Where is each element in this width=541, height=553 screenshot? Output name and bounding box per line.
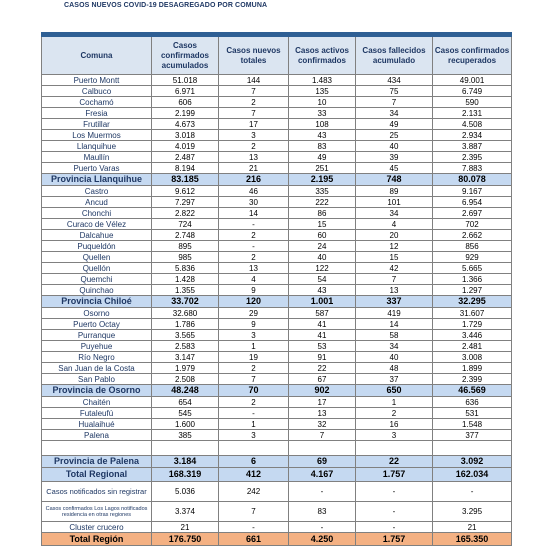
value-cell: 929	[433, 252, 512, 263]
table-row	[42, 352, 512, 363]
comuna-cell: Casos confirmados Los Lagos notificados residencia en otras regiones	[42, 502, 152, 522]
value-cell: -	[219, 241, 289, 252]
value-cell: 636	[433, 397, 512, 408]
value-cell: 1.355	[152, 285, 219, 296]
value-cell: 21	[219, 163, 289, 174]
value-cell: 7	[219, 374, 289, 385]
value-cell: 1.757	[356, 468, 433, 482]
value-cell: 162.034	[433, 468, 512, 482]
value-cell: 6.749	[433, 86, 512, 97]
value-cell: 434	[356, 75, 433, 86]
value-cell: 54	[289, 274, 356, 285]
value-cell: 606	[152, 97, 219, 108]
value-cell: 14	[356, 319, 433, 330]
table-row	[42, 430, 512, 441]
comuna-cell: Puqueldón	[42, 241, 152, 252]
value-cell: 75	[356, 86, 433, 97]
empty-cell	[42, 441, 152, 456]
value-cell: 32	[289, 419, 356, 430]
value-cell: 40	[356, 352, 433, 363]
value-cell: 377	[433, 430, 512, 441]
comuna-cell: Quellón	[42, 263, 152, 274]
value-cell: 40	[356, 141, 433, 152]
comuna-cell: San Juan de la Costa	[42, 363, 152, 374]
comuna-cell: Fresia	[42, 108, 152, 119]
table-row	[42, 141, 512, 152]
value-cell: 222	[289, 197, 356, 208]
value-cell: -	[289, 482, 356, 502]
value-cell: 34	[356, 208, 433, 219]
value-cell: 122	[289, 263, 356, 274]
value-cell: 37	[356, 374, 433, 385]
value-cell: 4.673	[152, 119, 219, 130]
value-cell: 1.600	[152, 419, 219, 430]
province-total-row	[42, 174, 512, 186]
table-row	[42, 419, 512, 430]
value-cell: 1	[219, 341, 289, 352]
value-cell: 70	[219, 385, 289, 397]
value-cell: 5.836	[152, 263, 219, 274]
value-cell: 216	[219, 174, 289, 186]
value-cell: 3.446	[433, 330, 512, 341]
value-cell: 702	[433, 219, 512, 230]
value-cell: 2.662	[433, 230, 512, 241]
value-cell: 2.131	[433, 108, 512, 119]
value-cell: 1.979	[152, 363, 219, 374]
value-cell: 49.001	[433, 75, 512, 86]
value-cell: 1.297	[433, 285, 512, 296]
value-cell: 24	[289, 241, 356, 252]
value-cell: -	[219, 408, 289, 419]
value-cell: 21	[433, 522, 512, 533]
value-cell: 3.092	[433, 456, 512, 468]
comuna-cell: Provincia Chiloé	[42, 296, 152, 308]
table-row	[42, 341, 512, 352]
value-cell: 42	[356, 263, 433, 274]
page-title: CASOS NUEVOS COVID-19 DESAGREGADO POR COMUNA	[64, 2, 268, 9]
value-cell: 531	[433, 408, 512, 419]
value-cell: 3.565	[152, 330, 219, 341]
value-cell: 337	[356, 296, 433, 308]
empty-cell	[356, 441, 433, 456]
value-cell: 2.822	[152, 208, 219, 219]
table-row	[42, 197, 512, 208]
value-cell: 67	[289, 374, 356, 385]
table-row	[42, 241, 512, 252]
province-total-row	[42, 385, 512, 397]
value-cell: 34	[356, 108, 433, 119]
value-cell: 2.583	[152, 341, 219, 352]
comuna-cell: Osorno	[42, 308, 152, 319]
value-cell: 2	[356, 408, 433, 419]
value-cell: 21	[152, 522, 219, 533]
comuna-cell: Calbuco	[42, 86, 152, 97]
comuna-cell: Provincia Llanquihue	[42, 174, 152, 186]
value-cell: 9.612	[152, 186, 219, 197]
value-cell: 168.319	[152, 468, 219, 482]
comuna-cell: Puerto Varas	[42, 163, 152, 174]
value-cell: 4	[356, 219, 433, 230]
comuna-cell: Puerto Octay	[42, 319, 152, 330]
value-cell: 1	[356, 397, 433, 408]
value-cell: 1.001	[289, 296, 356, 308]
table-body	[42, 33, 512, 546]
value-cell: 83.185	[152, 174, 219, 186]
value-cell: 1.899	[433, 363, 512, 374]
empty-cell	[219, 441, 289, 456]
comuna-cell: Maullín	[42, 152, 152, 163]
value-cell: 2.487	[152, 152, 219, 163]
value-cell: 2.481	[433, 341, 512, 352]
value-cell: 3.018	[152, 130, 219, 141]
comuna-cell: Futaleufú	[42, 408, 152, 419]
value-cell: -	[356, 502, 433, 522]
value-cell: 2.697	[433, 208, 512, 219]
table-row	[42, 208, 512, 219]
value-cell: 654	[152, 397, 219, 408]
value-cell: 41	[289, 319, 356, 330]
table-row	[42, 308, 512, 319]
covid-table	[41, 32, 512, 546]
header-row	[42, 37, 512, 75]
value-cell: 8.194	[152, 163, 219, 174]
value-cell: 101	[356, 197, 433, 208]
value-cell: 32.295	[433, 296, 512, 308]
value-cell: 86	[289, 208, 356, 219]
value-cell: 1.366	[433, 274, 512, 285]
value-cell: 748	[356, 174, 433, 186]
note-row	[42, 502, 512, 522]
value-cell: 45	[356, 163, 433, 174]
comuna-cell: Total Región	[42, 533, 152, 546]
value-cell: 2	[219, 252, 289, 263]
table-row	[42, 75, 512, 86]
value-cell: 43	[289, 285, 356, 296]
comuna-cell: Chaitén	[42, 397, 152, 408]
value-cell: 3.374	[152, 502, 219, 522]
value-cell: 5.036	[152, 482, 219, 502]
value-cell: 83	[289, 141, 356, 152]
value-cell: 19	[219, 352, 289, 363]
value-cell: 4	[219, 274, 289, 285]
value-cell: 58	[356, 330, 433, 341]
value-cell: 144	[219, 75, 289, 86]
table-row	[42, 230, 512, 241]
value-cell: 16	[356, 419, 433, 430]
value-cell: 545	[152, 408, 219, 419]
value-cell: 242	[219, 482, 289, 502]
comuna-cell: Castro	[42, 186, 152, 197]
value-cell: 1.786	[152, 319, 219, 330]
comuna-cell: Dalcahue	[42, 230, 152, 241]
value-cell: 2.199	[152, 108, 219, 119]
value-cell: 3	[356, 430, 433, 441]
value-cell: 3.184	[152, 456, 219, 468]
comuna-cell: Provincia de Palena	[42, 456, 152, 468]
value-cell: 17	[289, 397, 356, 408]
value-cell: -	[219, 219, 289, 230]
value-cell: 31.607	[433, 308, 512, 319]
value-cell: 419	[356, 308, 433, 319]
value-cell: -	[433, 482, 512, 502]
value-cell: 7	[219, 502, 289, 522]
value-cell: 1.729	[433, 319, 512, 330]
table-row	[42, 219, 512, 230]
table-row	[42, 374, 512, 385]
table-row	[42, 252, 512, 263]
value-cell: 10	[289, 97, 356, 108]
value-cell: 385	[152, 430, 219, 441]
value-cell: 60	[289, 230, 356, 241]
comuna-cell: Curaco de Vélez	[42, 219, 152, 230]
value-cell: 661	[219, 533, 289, 546]
value-cell: 335	[289, 186, 356, 197]
value-cell: 14	[219, 208, 289, 219]
value-cell: 7	[219, 86, 289, 97]
value-cell: 6	[219, 456, 289, 468]
table-row	[42, 186, 512, 197]
value-cell: 89	[356, 186, 433, 197]
comuna-cell: Palena	[42, 430, 152, 441]
comuna-cell: Quemchi	[42, 274, 152, 285]
value-cell: 2.508	[152, 374, 219, 385]
comuna-cell: Los Muermos	[42, 130, 152, 141]
value-cell: 412	[219, 468, 289, 482]
table-row	[42, 152, 512, 163]
value-cell: 2	[219, 363, 289, 374]
value-cell: 587	[289, 308, 356, 319]
value-cell: 22	[289, 363, 356, 374]
col-header-recuperados: Casos confirmados recuperados	[433, 37, 512, 75]
value-cell: 6.971	[152, 86, 219, 97]
value-cell: 3	[219, 430, 289, 441]
value-cell: 46	[219, 186, 289, 197]
value-cell: 7.297	[152, 197, 219, 208]
value-cell: 2	[219, 141, 289, 152]
value-cell: 3.008	[433, 352, 512, 363]
value-cell: 46.569	[433, 385, 512, 397]
value-cell: 13	[356, 285, 433, 296]
comuna-cell: Purranque	[42, 330, 152, 341]
value-cell: 80.078	[433, 174, 512, 186]
value-cell: 41	[289, 330, 356, 341]
table-row	[42, 130, 512, 141]
comuna-cell: Llanquihue	[42, 141, 152, 152]
value-cell: -	[356, 522, 433, 533]
value-cell: 51.018	[152, 75, 219, 86]
value-cell: 29	[219, 308, 289, 319]
value-cell: 43	[289, 130, 356, 141]
province-total-row	[42, 456, 512, 468]
value-cell: 2.395	[433, 152, 512, 163]
value-cell: 25	[356, 130, 433, 141]
value-cell: 2.934	[433, 130, 512, 141]
comuna-cell: Puyehue	[42, 341, 152, 352]
comuna-cell: San Pablo	[42, 374, 152, 385]
value-cell: 1.428	[152, 274, 219, 285]
table-row	[42, 285, 512, 296]
table-row	[42, 86, 512, 97]
value-cell: 48.248	[152, 385, 219, 397]
table-row	[42, 97, 512, 108]
value-cell: 2.399	[433, 374, 512, 385]
spacer-row	[42, 441, 512, 456]
value-cell: -	[289, 522, 356, 533]
comuna-cell: Casos notificados sin registrar	[42, 482, 152, 502]
value-cell: 895	[152, 241, 219, 252]
value-cell: 4.019	[152, 141, 219, 152]
value-cell: 3	[219, 330, 289, 341]
table-row	[42, 263, 512, 274]
value-cell: 9	[219, 319, 289, 330]
total-region-row	[42, 533, 512, 546]
value-cell: 251	[289, 163, 356, 174]
value-cell: 3.887	[433, 141, 512, 152]
value-cell: 30	[219, 197, 289, 208]
comuna-cell: Cochamó	[42, 97, 152, 108]
value-cell: 15	[356, 252, 433, 263]
empty-cell	[289, 441, 356, 456]
comuna-cell: Total Regional	[42, 468, 152, 482]
value-cell: 6.954	[433, 197, 512, 208]
note-row	[42, 482, 512, 502]
value-cell: 13	[219, 152, 289, 163]
value-cell: 33	[289, 108, 356, 119]
table-row	[42, 108, 512, 119]
value-cell: 32.680	[152, 308, 219, 319]
province-total-row	[42, 296, 512, 308]
comuna-cell: Ancud	[42, 197, 152, 208]
value-cell: 20	[356, 230, 433, 241]
value-cell: 4.508	[433, 119, 512, 130]
value-cell: 4.250	[289, 533, 356, 546]
value-cell: 40	[289, 252, 356, 263]
value-cell: 2	[219, 397, 289, 408]
col-header-fallecidos: Casos fallecidos acumulado	[356, 37, 433, 75]
comuna-cell: Chonchi	[42, 208, 152, 219]
value-cell: 1.757	[356, 533, 433, 546]
value-cell: 3.295	[433, 502, 512, 522]
value-cell: 49	[289, 152, 356, 163]
comuna-cell: Quinchao	[42, 285, 152, 296]
comuna-cell: Puerto Montt	[42, 75, 152, 86]
value-cell: 22	[356, 456, 433, 468]
col-header-comuna: Comuna	[42, 37, 152, 75]
comuna-cell: Cluster crucero	[42, 522, 152, 533]
table-row	[42, 319, 512, 330]
value-cell: 985	[152, 252, 219, 263]
table-row	[42, 397, 512, 408]
value-cell: 2.195	[289, 174, 356, 186]
value-cell: 39	[356, 152, 433, 163]
value-cell: 1.548	[433, 419, 512, 430]
comuna-cell: Quellen	[42, 252, 152, 263]
value-cell: 13	[219, 263, 289, 274]
empty-cell	[152, 441, 219, 456]
comuna-cell: Hualaihué	[42, 419, 152, 430]
comuna-cell: Provincia de Osorno	[42, 385, 152, 397]
value-cell: 7	[356, 97, 433, 108]
value-cell: 1	[219, 419, 289, 430]
col-header-acumulados: Casos confirmados acumulados	[152, 37, 219, 75]
value-cell: 108	[289, 119, 356, 130]
value-cell: 7	[219, 108, 289, 119]
value-cell: 15	[289, 219, 356, 230]
value-cell: 3.147	[152, 352, 219, 363]
value-cell: 2	[219, 230, 289, 241]
value-cell: 53	[289, 341, 356, 352]
value-cell: 48	[356, 363, 433, 374]
table-row	[42, 163, 512, 174]
value-cell: 12	[356, 241, 433, 252]
comuna-cell: Río Negro	[42, 352, 152, 363]
value-cell: 176.750	[152, 533, 219, 546]
value-cell: 3	[219, 130, 289, 141]
value-cell: 17	[219, 119, 289, 130]
value-cell: 1.483	[289, 75, 356, 86]
value-cell: 2.748	[152, 230, 219, 241]
empty-cell	[433, 441, 512, 456]
total-regional-row	[42, 468, 512, 482]
table-row	[42, 363, 512, 374]
col-header-activos: Casos activos confirmados	[289, 37, 356, 75]
value-cell: 7	[289, 430, 356, 441]
value-cell: 5.665	[433, 263, 512, 274]
value-cell: 4.167	[289, 468, 356, 482]
value-cell: 9	[219, 285, 289, 296]
table-row	[42, 408, 512, 419]
value-cell: 902	[289, 385, 356, 397]
value-cell: 590	[433, 97, 512, 108]
value-cell: 650	[356, 385, 433, 397]
value-cell: 91	[289, 352, 356, 363]
table-row	[42, 119, 512, 130]
value-cell: 34	[356, 341, 433, 352]
value-cell: 120	[219, 296, 289, 308]
value-cell: 69	[289, 456, 356, 468]
col-header-nuevos: Casos nuevos totales	[219, 37, 289, 75]
table-row	[42, 330, 512, 341]
value-cell: 7.883	[433, 163, 512, 174]
value-cell: 13	[289, 408, 356, 419]
note-row	[42, 522, 512, 533]
value-cell: 7	[356, 274, 433, 285]
value-cell: 33.702	[152, 296, 219, 308]
value-cell: 49	[356, 119, 433, 130]
value-cell: 165.350	[433, 533, 512, 546]
value-cell: 2	[219, 97, 289, 108]
value-cell: 135	[289, 86, 356, 97]
value-cell: -	[356, 482, 433, 502]
value-cell: -	[219, 522, 289, 533]
value-cell: 9.167	[433, 186, 512, 197]
value-cell: 724	[152, 219, 219, 230]
comuna-cell: Frutillar	[42, 119, 152, 130]
table-row	[42, 274, 512, 285]
value-cell: 856	[433, 241, 512, 252]
value-cell: 83	[289, 502, 356, 522]
